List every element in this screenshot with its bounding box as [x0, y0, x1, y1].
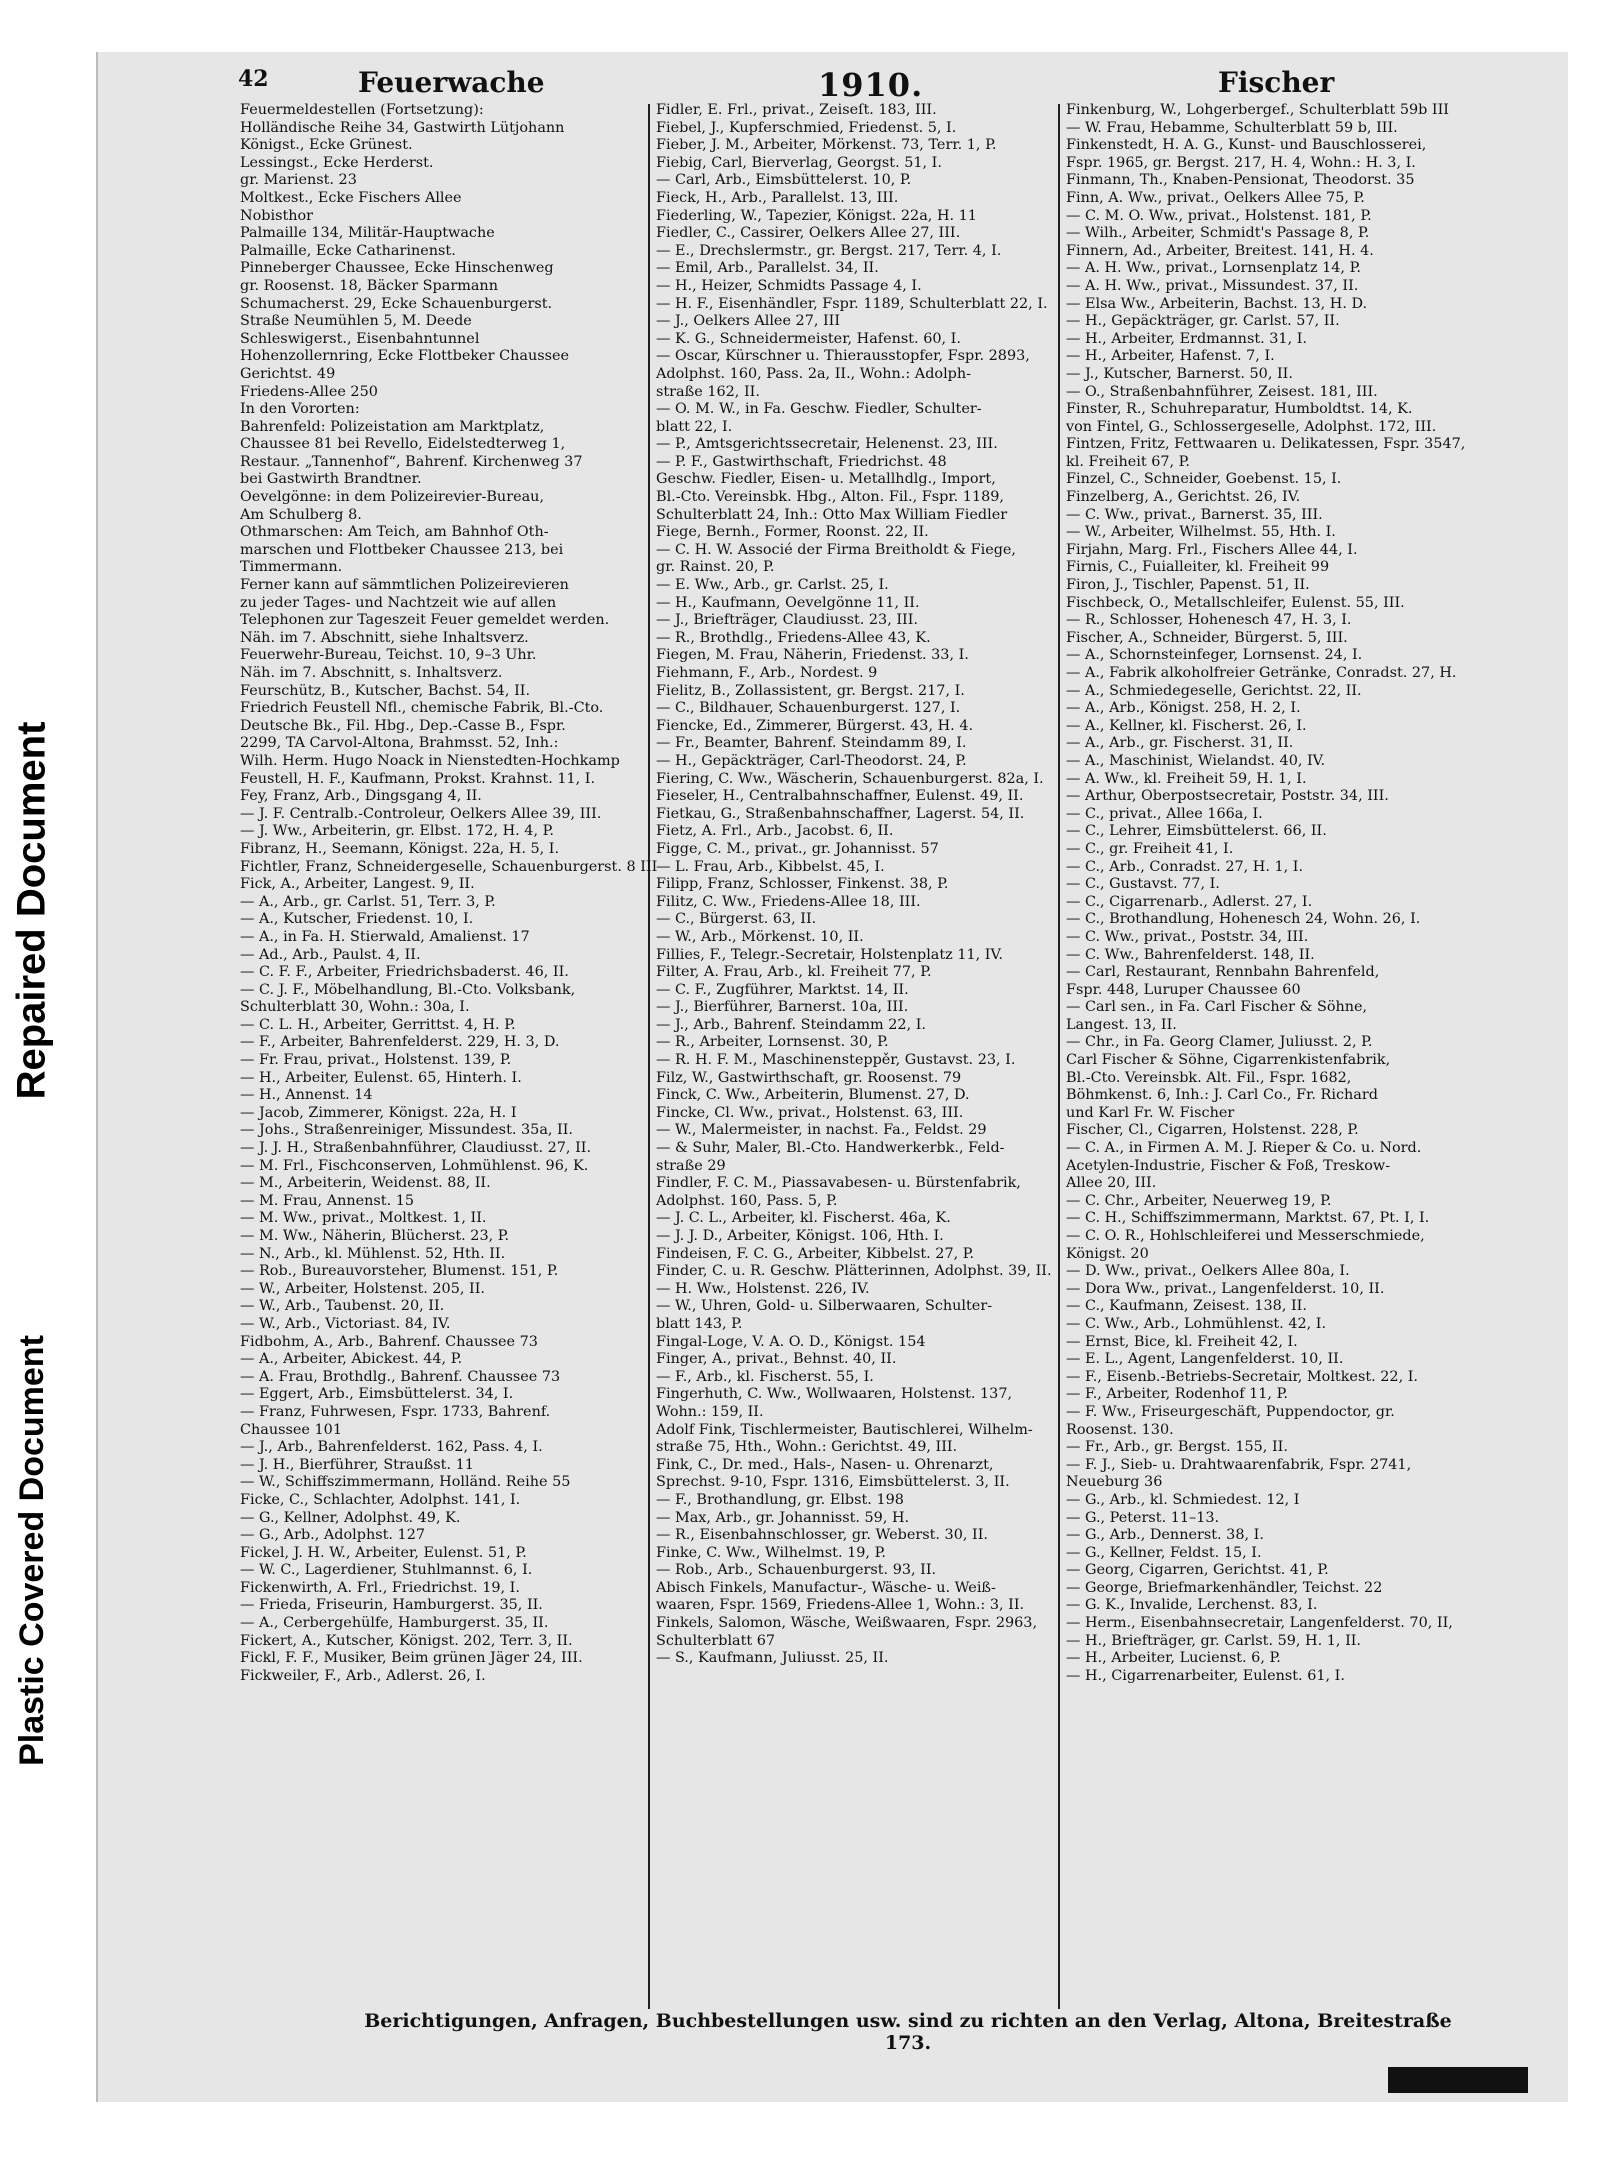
directory-entry: — H., Gepäckträger, Carl-Theodorst. 24, P. [656, 752, 967, 769]
directory-entry: — J. H., Bierführer, Straußst. 11 [240, 1456, 474, 1473]
directory-entry: — H., Arbeiter, Eulenst. 65, Hinterh. I. [240, 1069, 522, 1086]
directory-entry: — C. Ww., privat., Poststr. 34, III. [1066, 928, 1309, 945]
directory-entry: gr. Roosenst. 18, Bäcker Sparmann [240, 277, 498, 294]
directory-entry: Finnern, Ad., Arbeiter, Breitest. 141, H. 4. [1066, 242, 1374, 259]
directory-entry: Schleswigerst., Eisenbahntunnel [240, 330, 480, 347]
directory-entry: Bahrenfeld: Polizeistation am Marktplatz, [240, 418, 545, 435]
directory-entry: Schulterblatt 24, Inh.: Otto Max William Fiedler [656, 506, 1008, 523]
directory-entry: — Fr. Frau, privat., Holstenst. 139, P. [240, 1052, 512, 1069]
directory-entry: Hohenzollernring, Ecke Flottbeker Chaussee [240, 348, 570, 365]
directory-entry: Finger, A., privat., Behnst. 40, II. [656, 1351, 897, 1368]
directory-entry: Telephonen zur Tageszeit Feuer gemeldet werden. [240, 612, 610, 629]
directory-entry: — J. Ww., Arbeiterin, gr. Elbst. 172, H. 4, P. [240, 823, 554, 840]
scan-artifact-bar [1388, 2067, 1528, 2093]
directory-entry: — Carl, Restaurant, Rennbahn Bahrenfeld, [1066, 964, 1380, 981]
directory-entry: — C. H. W. Associé der Firma Breitholdt & Fiege, [656, 541, 1017, 558]
directory-entry: — Max, Arb., gr. Johannisst. 59, H. [656, 1509, 910, 1526]
directory-entry: — C. Chr., Arbeiter, Neuerweg 19, P. [1066, 1192, 1332, 1209]
directory-entry: Palmaille 134, Militär-Hauptwache [240, 225, 495, 242]
directory-entry: — Ernst, Bice, kl. Freiheit 42, I. [1066, 1333, 1298, 1350]
directory-entry: Fidler, E. Frl., privat., Zeiseſt. 183, III. [656, 102, 937, 118]
directory-entry: — W., Uhren, Gold- u. Silberwaaren, Schulter- [656, 1298, 993, 1315]
directory-entry: Finzelberg, A., Gerichtst. 26, IV. [1066, 489, 1301, 506]
directory-entry: — H., Cigarrenarbeiter, Eulenst. 61, I. [1066, 1667, 1345, 1684]
directory-column-1 [240, 102, 660, 1685]
directory-entry: — H., Arbeiter, Erdmannst. 31, I. [1066, 330, 1307, 347]
directory-entry: — G., Kellner, Feldst. 15, I. [1066, 1544, 1262, 1561]
directory-entry: — & Suhr, Maler, Bl.-Cto. Handwerkerbk., Feld- [656, 1140, 1005, 1157]
directory-entry: — H., Heizer, Schmidts Passage 4, I. [656, 277, 922, 294]
directory-entry: — M. Ww., Näherin, Blücherst. 23, P. [240, 1228, 510, 1244]
directory-entry: — M. Frl., Fischconserven, Lohmühlenst. 96, K. [240, 1157, 589, 1174]
directory-page [96, 52, 1568, 2102]
directory-entry: — Johs., Straßenreiniger, Missundest. 35a, II. [240, 1122, 573, 1139]
directory-entry: Friedrich Feustell Nfl., chemische Fabrik, Bl.-Cto. [240, 700, 604, 717]
directory-entry: Firon, J., Tischler, Papenst. 51, II. [1066, 577, 1310, 594]
directory-entry: — E. Ww., Arb., gr. Carlst. 25, I. [656, 577, 889, 594]
directory-entry: Feuerwehr-Bureau, Teichst. 10, 9–3 Uhr. [240, 647, 537, 664]
directory-entry: — H. Ww., Holstenst. 226, IV. [656, 1280, 870, 1297]
directory-entry: Fibranz, H., Seemann, Königst. 22a, H. 5, I. [240, 840, 560, 857]
directory-entry: — W., Arb., Mörkenst. 10, II. [656, 928, 864, 945]
directory-entry: Königst. 20 [1066, 1245, 1149, 1262]
directory-entry: Fspr. 1965, gr. Bergst. 217, H. 4, Wohn.: H. 3, I. [1066, 154, 1416, 171]
directory-entry: — M., Arbeiterin, Weidenst. 88, II. [240, 1175, 491, 1192]
directory-entry: Findeisen, F. C. G., Arbeiter, Kibbelst. 27, P. [656, 1245, 975, 1262]
directory-entry: Findler, F. C. M., Piassavabesen- u. Bürstenfabrik, [656, 1175, 1021, 1192]
directory-entry: — A. H. Ww., privat., Lornsenplatz 14, P. [1066, 260, 1361, 277]
directory-entry: straße 75, Hth., Wohn.: Gerichtst. 49, III. [656, 1439, 958, 1456]
directory-entry: — F., Eisenb.-Betriebs-Secretair, Moltkest. 22, I. [1066, 1368, 1418, 1385]
directory-entry: — C. M. O. Ww., privat., Holstenst. 181, P. [1066, 207, 1372, 224]
directory-entry: Firnis, C., Fuialleiter, kl. Freiheit 99 [1066, 559, 1330, 576]
directory-entry: Lessingst., Ecke Herderst. [240, 154, 434, 171]
directory-entry: — Fr., Arb., gr. Bergst. 155, II. [1066, 1439, 1288, 1456]
directory-entry: Fiebel, J., Kupferschmied, Friedenst. 5, I. [656, 119, 957, 136]
directory-entry: Fischbeck, O., Metallschleifer, Eulenst. 55, III. [1066, 594, 1405, 611]
directory-entry: — A., Maschinist, Wielandst. 40, IV. [1066, 752, 1326, 769]
directory-entry: — H., Arbeiter, Lucienst. 6, P. [1066, 1650, 1281, 1667]
directory-entry: Fielitz, B., Zollassistent, gr. Bergst. 217, I. [656, 682, 965, 699]
directory-entry: Finck, C. Ww., Arbeiterin, Blumenst. 27, D. [656, 1087, 970, 1104]
directory-entry: Finn, A. Ww., privat., Oelkers Allee 75, P. [1066, 189, 1365, 206]
directory-entry: Abisch Finkels, Manufactur-, Wäsche- u. Weiß- [656, 1579, 996, 1596]
directory-entry: — G., Kellner, Adolphst. 49, K. [240, 1509, 461, 1526]
directory-entry: — C. J. F., Möbelhandlung, Bl.-Cto. Volksbank, [240, 981, 576, 998]
directory-entry: — A., Cerbergehülfe, Hamburgerst. 35, II. [240, 1615, 549, 1632]
directory-entry: Fiehmann, F., Arb., Nordest. 9 [656, 665, 878, 681]
directory-entry: — A., Arbeiter, Abickest. 44, P. [240, 1351, 463, 1368]
directory-entry: waaren, Fspr. 1569, Friedens-Allee 1, Wohn.: 3, II. [656, 1597, 1025, 1614]
directory-entry: Böhmkenst. 6, Inh.: J. Carl Co., Fr. Richard [1066, 1087, 1378, 1104]
directory-entry: — R. H. F. M., Maschinensteppěr, Gustavst. 23, I. [656, 1052, 1016, 1069]
directory-entry: — A., Arb., Königst. 258, H. 2, I. [1066, 700, 1301, 717]
directory-entry: Fink, C., Dr. med., Hals-, Nasen- u. Ohrenarzt, [656, 1456, 994, 1473]
directory-entry: Straße Neumühlen 5, M. Deede [240, 313, 472, 330]
directory-entry: Palmaille, Ecke Catharinenst. [240, 242, 456, 259]
directory-entry: — H., Arbeiter, Hafenst. 7, I. [1066, 348, 1275, 365]
directory-entry: Feustell, H. F., Kaufmann, Prokst. Krahnst. 11, I. [240, 770, 596, 787]
directory-entry: — C., Brothandlung, Hohenesch 24, Wohn. 26, I. [1066, 911, 1421, 928]
directory-entry: — Herm., Eisenbahnsecretair, Langenfelderst. 70, II, [1066, 1615, 1453, 1632]
directory-entry: — Jacob, Zimmerer, Königst. 22a, H. I [240, 1104, 517, 1121]
directory-entry: Ficke, C., Schlachter, Adolphst. 141, I. [240, 1491, 521, 1508]
directory-entry: gr. Marienst. 23 [240, 172, 357, 189]
directory-entry: — G., Arb., Adolphst. 127 [240, 1527, 426, 1544]
directory-entry: — P. F., Gastwirthschaft, Friedrichst. 48 [656, 453, 947, 470]
directory-entry: — Frieda, Friseurin, Hamburgerst. 35, II. [240, 1597, 543, 1614]
directory-entry: — J., Bierführer, Barnerst. 10a, III. [656, 999, 909, 1016]
directory-entry: Feuermeldestellen (Fortsetzung): [240, 102, 484, 118]
directory-entry: Fickert, A., Kutscher, Königst. 202, Terr. 3, II. [240, 1632, 573, 1649]
directory-entry: — W., Arbeiter, Wilhelmst. 55, Hth. I. [1066, 524, 1336, 541]
directory-entry: Fiederling, W., Tapezier, Königst. 22a, H. 11 [656, 207, 977, 224]
directory-entry: — Rob., Bureauvorsteher, Blumenst. 151, P. [240, 1263, 559, 1280]
directory-entry: Fieseler, H., Centralbahnschaffner, Eulenst. 49, II. [656, 788, 1024, 805]
directory-entry: Friedens-Allee 250 [240, 383, 378, 400]
directory-entry: Chaussee 101 [240, 1421, 342, 1438]
directory-entry: Fietz, A. Frl., Arb., Jacobst. 6, II. [656, 823, 894, 840]
directory-entry: — R., Arbeiter, Lornsenst. 30, P. [656, 1034, 889, 1051]
directory-entry: — C. F., Zugführer, Marktst. 14, II. [656, 981, 909, 998]
directory-entry: Filitz, C. Ww., Friedens-Allee 18, III. [656, 893, 921, 910]
directory-entry: — H. F., Eisenhändler, Fspr. 1189, Schulterblatt 22, I. [656, 295, 1048, 312]
directory-entry: Nobisthor [240, 207, 314, 224]
directory-entry: — C., privat., Allee 166a, I. [1066, 805, 1263, 822]
directory-entry: Ferner kann auf sämmtlichen Polizeirevieren [240, 577, 569, 594]
directory-entry: — J. C. L., Arbeiter, kl. Fischerst. 46a, K. [656, 1210, 951, 1227]
directory-entry: — W., Malermeister, in nachst. Fa., Feldst. 29 [656, 1122, 987, 1139]
directory-entry: — A., Arb., gr. Fischerst. 31, II. [1066, 735, 1294, 752]
directory-entry: — A. Frau, Brothdlg., Bahrenf. Chaussee 73 [240, 1368, 561, 1385]
directory-entry: — W., Arb., Victoriast. 84, IV. [240, 1315, 451, 1332]
directory-entry: — J., Oelkers Allee 27, III [656, 313, 841, 330]
directory-entry: Fillies, F., Telegr.-Secretair, Holstenplatz 11, IV. [656, 946, 1003, 963]
directory-entry: Fingal-Loge, V. A. O. D., Königst. 154 [656, 1333, 926, 1350]
directory-entry: — J. J. D., Arbeiter, Königst. 106, Hth. I. [656, 1228, 944, 1244]
directory-entry: — Fr., Beamter, Bahrenf. Steindamm 89, I. [656, 735, 967, 752]
plastic-covered-text: Plastic Covered Document [12, 1334, 51, 1766]
directory-entry: Königst., Ecke Grünest. [240, 137, 413, 154]
directory-entry: — Georg, Cigarren, Gerichtst. 41, P. [1066, 1562, 1329, 1579]
directory-entry: Geschw. Fiedler, Eisen- u. Metallhdlg., Import, [656, 471, 996, 488]
directory-entry: — H., Kaufmann, Oevelgönne 11, II. [656, 594, 920, 611]
directory-entry: — J., Arb., Bahrenfelderst. 162, Pass. 4, I. [240, 1439, 543, 1456]
directory-entry: — N., Arb., kl. Mühlenst. 52, Hth. II. [240, 1245, 506, 1262]
directory-entry: Fiegen, M. Frau, Näherin, Friedenst. 33, I. [656, 647, 969, 664]
directory-column-3 [1066, 102, 1486, 1685]
directory-entry: — L. Frau, Arb., Kibbelst. 45, I. [656, 858, 885, 875]
directory-entry: — H., Annenst. 14 [240, 1087, 373, 1104]
repaired-document-text: Repaired Document [9, 721, 54, 1099]
directory-entry: — A., Schornsteinfeger, Lornsenst. 24, I. [1066, 647, 1363, 664]
directory-entry: Chaussee 81 bei Revello, Eidelstedterweg 1, [240, 436, 566, 453]
directory-entry: Fickweiler, F., Arb., Adlerst. 26, I. [240, 1667, 486, 1684]
directory-entry: Langest. 13, II. [1066, 1016, 1177, 1033]
directory-entry: — R., Brothdlg., Friedens-Allee 43, K. [656, 629, 931, 646]
directory-entry: Figge, C. M., privat., gr. Johannisst. 57 [656, 840, 939, 857]
directory-entry: bei Gastwirth Brandtner. [240, 471, 422, 488]
directory-entry: — J., Briefträger, Claudiusst. 23, III. [656, 612, 918, 629]
directory-entry: — K. G., Schneidermeister, Hafenst. 60, I. [656, 330, 961, 347]
directory-entry: Finder, C. u. R. Geschw. Plätterinnen, Adolphst. 39, II. [656, 1263, 1052, 1280]
directory-entry: — Eggert, Arb., Eimsbüttelerst. 34, I. [240, 1386, 514, 1403]
directory-entry: Gerichtst. 49 [240, 365, 336, 382]
directory-entry: — J. F. Centralb.-Controleur, Oelkers Allee 39, III. [240, 805, 602, 822]
directory-entry: Feurschütz, B., Kutscher, Bachst. 54, II. [240, 682, 531, 699]
directory-entry: Filter, A. Frau, Arb., kl. Freiheit 77, P. [656, 964, 932, 981]
directory-entry: Am Schulberg 8. [240, 506, 362, 523]
directory-entry: Wilh. Herm. Hugo Noack in Nienstedten-Hochkamp [240, 752, 620, 769]
directory-entry: Finkels, Salomon, Wäsche, Weißwaaren, Fspr. 2963, [656, 1615, 1038, 1632]
directory-entry: — G., Arb., kl. Schmiedest. 12, I [1066, 1491, 1300, 1508]
plastic-covered-label [0, 1270, 64, 1830]
publisher-footer: Berichtigungen, Anfragen, Buchbestellungen usw. sind zu richten an den Verlag, Altona, Breitestraße 173. [364, 2010, 1452, 2054]
directory-entry: — F., Arbeiter, Rodenhof 11, P. [1066, 1386, 1288, 1403]
directory-entry: — G., Peterst. 11–13. [1066, 1509, 1220, 1526]
directory-entry: Schulterblatt 30, Wohn.: 30a, I. [240, 999, 470, 1016]
directory-entry: Finke, C. Ww., Wilhelmst. 19, P. [656, 1544, 886, 1561]
directory-entry: Acetylen-Industrie, Fischer & Foß, Treskow- [1066, 1157, 1391, 1174]
directory-entry: — P., Amtsgerichtssecretair, Helenenst. 23, III. [656, 436, 998, 453]
directory-entry: Fichtler, Franz, Schneidergeselle, Schauenburgerst. 8 III [240, 858, 658, 875]
directory-entry: — A., Schmiedegeselle, Gerichtst. 22, II. [1066, 682, 1362, 699]
directory-entry: Fingerhuth, C. Ww., Wollwaaren, Holstenst. 137, [656, 1386, 1013, 1403]
directory-entry: — C. Ww., privat., Barnerst. 35, III. [1066, 506, 1323, 523]
directory-entry: — George, Briefmarkenhändler, Teichst. 22 [1066, 1579, 1383, 1596]
directory-entry: Pinneberger Chaussee, Ecke Hinschenweg [240, 260, 554, 277]
directory-entry: Wohn.: 159, II. [656, 1403, 764, 1420]
directory-entry: Deutsche Bk., Fil. Hbg., Dep.-Casse B., Fspr. [240, 717, 566, 734]
directory-entry: Fischer, A., Schneider, Bürgerst. 5, III. [1066, 629, 1348, 646]
directory-entry: — C. O. R., Hohlschleiferei und Messerschmiede, [1066, 1228, 1425, 1244]
directory-entry: — C., Gustavst. 77, I. [1066, 876, 1220, 893]
directory-entry: — S., Kaufmann, Juliusst. 25, II. [656, 1650, 889, 1667]
directory-entry: In den Vororten: [240, 401, 360, 418]
directory-entry: Fiege, Bernh., Former, Roonst. 22, II. [656, 524, 929, 541]
directory-entry: — F. J., Sieb- u. Drahtwaarenfabrik, Fspr. 2741, [1066, 1456, 1412, 1473]
directory-entry: — C. Ww., Bahrenfelderst. 148, II. [1066, 946, 1315, 963]
year-heading: 1910. [818, 66, 924, 104]
directory-entry: — C. H., Schiffszimmermann, Marktst. 67, Pt. I, I. [1066, 1210, 1430, 1227]
right-running-head: Fischer [1218, 66, 1335, 99]
directory-entry: — H., Briefträger, gr. Carlst. 59, H. 1, II. [1066, 1632, 1362, 1649]
directory-entry: Bl.-Cto. Vereinsbk. Alt. Fil., Fspr. 1682, [1066, 1069, 1352, 1086]
directory-entry: Fischer, Cl., Cigarren, Holstenst. 228, P. [1066, 1122, 1359, 1139]
directory-entry: Neueburg 36 [1066, 1474, 1163, 1491]
directory-entry: Fick, A., Arbeiter, Langest. 9, II. [240, 876, 475, 893]
directory-entry: Moltkest., Ecke Fischers Allee [240, 189, 462, 206]
directory-entry: — A., Fabrik alkoholfreier Getränke, Conradst. 27, H. [1066, 665, 1457, 681]
directory-entry: — O., Straßenbahnführer, Zeisest. 181, III. [1066, 383, 1378, 400]
directory-entry: Oevelgönne: in dem Polizeirevier-Bureau, [240, 489, 545, 506]
directory-entry: — Arthur, Oberpostsecretair, Poststr. 34, III. [1066, 788, 1389, 805]
directory-entry: — Oscar, Kürschner u. Thierausstopfer, Fspr. 2893, [656, 348, 1030, 365]
directory-entry: — D. Ww., privat., Oelkers Allee 80a, I. [1066, 1263, 1350, 1280]
directory-entry: Fieber, J. M., Arbeiter, Mörkenst. 73, Terr. 1, P. [656, 137, 997, 154]
directory-entry: Holländische Reihe 34, Gastwirth Lütjohann [240, 119, 565, 136]
directory-entry: Fey, Franz, Arb., Dingsgang 4, II. [240, 788, 482, 805]
directory-entry: — Wilh., Arbeiter, Schmidt's Passage 8, P. [1066, 225, 1370, 242]
directory-entry: gr. Rainst. 20, P. [656, 559, 775, 576]
directory-entry: — Elsa Ww., Arbeiterin, Bachst. 13, H. D. [1066, 295, 1368, 312]
directory-entry: — J. J. H., Straßenbahnführer, Claudiusst. 27, II. [240, 1140, 592, 1157]
directory-entry: Schumacherst. 29, Ecke Schauenburgerst. [240, 295, 553, 312]
directory-entry: Adolf Fink, Tischlermeister, Bautischlerei, Wilhelm- [656, 1421, 1033, 1438]
directory-entry: — M. Ww., privat., Moltkest. 1, II. [240, 1210, 487, 1227]
directory-entry: Fincke, Cl. Ww., privat., Holstenst. 63, III. [656, 1104, 964, 1121]
directory-entry: — Dora Ww., privat., Langenfelderst. 10, II. [1066, 1280, 1385, 1297]
directory-entry: Fiebig, Carl, Bierverlag, Georgst. 51, I. [656, 154, 942, 171]
directory-entry: marschen und Flottbeker Chaussee 213, bei [240, 541, 564, 558]
directory-entry: — E., Drechslermstr., gr. Bergst. 217, Terr. 4, I. [656, 242, 1002, 259]
directory-entry: — W., Arbeiter, Holstenst. 205, II. [240, 1280, 485, 1297]
directory-entry: — F., Arb., kl. Fischerst. 55, I. [656, 1368, 874, 1385]
directory-entry: Filz, W., Gastwirthschaft, gr. Roosenst. 79 [656, 1069, 962, 1086]
directory-entry: — F., Arbeiter, Bahrenfelderst. 229, H. 3, D. [240, 1034, 560, 1051]
directory-entry: Finkenstedt, H. A. G., Kunst- und Bauschlosserei, [1066, 137, 1427, 154]
directory-entry: — W. C., Lagerdiener, Stuhlmannst. 6, I. [240, 1562, 533, 1579]
directory-entry: Firjahn, Marg. Frl., Fischers Allee 44, I. [1066, 541, 1358, 558]
directory-entry: — G. K., Invalide, Lerchenst. 83, I. [1066, 1597, 1318, 1614]
directory-entry: — C., Bildhauer, Schauenburgerst. 127, I. [656, 700, 961, 717]
directory-entry: — C., Kaufmann, Zeisest. 138, II. [1066, 1298, 1307, 1315]
directory-entry: Timmermann. [240, 559, 343, 576]
directory-entry: — O. M. W., in Fa. Geschw. Fiedler, Schulter- [656, 401, 982, 418]
repaired-document-label [0, 640, 64, 1180]
directory-entry: Fiering, C. Ww., Wäscherin, Schauenburgerst. 82a, I. [656, 770, 1044, 787]
directory-entry: Fickenwirth, A. Frl., Friedrichst. 19, I. [240, 1579, 520, 1596]
directory-entry: Schulterblatt 67 [656, 1632, 776, 1649]
directory-entry: — R., Schlosser, Hohenesch 47, H. 3, I. [1066, 612, 1352, 629]
directory-entry: blatt 22, I. [656, 418, 733, 435]
directory-entry: — R., Eisenbahnschlosser, gr. Weberst. 30, II. [656, 1527, 988, 1544]
directory-entry: — F., Brothandlung, gr. Elbst. 198 [656, 1491, 904, 1508]
directory-entry: Finkenburg, W., Lohgerbergef., Schulterblatt 59b III [1066, 102, 1449, 118]
directory-entry: Näh. im 7. Abschnitt, s. Inhaltsverz. [240, 665, 503, 681]
left-running-head: Feuerwache [358, 66, 545, 99]
directory-entry: blatt 143, P. [656, 1315, 743, 1332]
directory-entry: — C., Arb., Conradst. 27, H. 1, I. [1066, 858, 1304, 875]
directory-entry: Othmarschen: Am Teich, am Bahnhof Oth- [240, 524, 549, 541]
directory-entry: kl. Freiheit 67, P. [1066, 453, 1190, 470]
directory-entry: — H., Gepäckträger, gr. Carlst. 57, II. [1066, 313, 1340, 330]
directory-entry: — A. H. Ww., privat., Missundest. 37, II. [1066, 277, 1359, 294]
directory-entry: Finzel, C., Schneider, Goebenst. 15, I. [1066, 471, 1342, 488]
page-number: 42 [238, 66, 269, 92]
directory-entry: — W. Frau, Hebamme, Schulterblatt 59 b, III. [1066, 119, 1398, 136]
directory-entry: — C., Bürgerst. 63, II. [656, 911, 817, 928]
directory-entry: — W., Arb., Taubenst. 20, II. [240, 1298, 445, 1315]
directory-entry: — A., in Fa. H. Stierwald, Amalienst. 17 [240, 928, 530, 945]
directory-entry: — F. Ww., Friseurgeschäft, Puppendoctor, gr. [1066, 1403, 1395, 1420]
directory-entry: — C., Cigarrenarb., Adlerst. 27, I. [1066, 893, 1313, 910]
directory-entry: — C. L. H., Arbeiter, Gerrittst. 4, H. P. [240, 1016, 516, 1033]
directory-entry: von Fintel, G., Schlossergeselle, Adolphst. 172, III. [1066, 418, 1437, 435]
directory-entry: Adolphst. 160, Pass. 5, P. [656, 1192, 838, 1209]
directory-entry: Näh. im 7. Abschnitt, siehe Inhaltsverz. [240, 629, 529, 646]
directory-entry: Fspr. 448, Luruper Chaussee 60 [1066, 981, 1301, 998]
directory-entry: Fieck, H., Arb., Parallelst. 13, III. [656, 189, 899, 206]
directory-entry: Fiencke, Ed., Zimmerer, Bürgerst. 43, H. 4. [656, 717, 974, 734]
page-header [98, 60, 1568, 104]
directory-entry: — Franz, Fuhrwesen, Fspr. 1733, Bahrenf. [240, 1403, 551, 1420]
directory-entry: Fintzen, Fritz, Fettwaaren u. Delikatessen, Fspr. 3547, [1066, 436, 1466, 453]
directory-entry: — A., Kellner, kl. Fischerst. 26, I. [1066, 717, 1307, 734]
directory-entry: — J., Kutscher, Barnerst. 50, II. [1066, 365, 1293, 382]
directory-column-2 [656, 102, 1076, 1668]
directory-entry: Carl Fischer & Söhne, Cigarrenkistenfabrik, [1066, 1052, 1391, 1069]
directory-entry: — C. Ww., Arb., Lohmühlenst. 42, I. [1066, 1315, 1327, 1332]
directory-entry: — C. A., in Firmen A. M. J. Rieper & Co. u. Nord. [1066, 1140, 1422, 1157]
directory-entry: 2299, TA Carvol-Altona, Brahmsst. 52, Inh.: [240, 735, 559, 752]
directory-entry: — M. Frau, Annenst. 15 [240, 1192, 415, 1209]
directory-entry: straße 29 [656, 1157, 726, 1174]
directory-entry: — A. Ww., kl. Freiheit 59, H. 1, I. [1066, 770, 1307, 787]
directory-entry: Finster, R., Schuhreparatur, Humboldtst. 14, K. [1066, 401, 1413, 418]
directory-entry: — G., Arb., Dennerst. 38, I. [1066, 1527, 1264, 1544]
directory-entry: — C., Lehrer, Eimsbüttelerst. 66, II. [1066, 823, 1327, 840]
directory-entry: — A., Arb., gr. Carlst. 51, Terr. 3, P. [240, 893, 496, 910]
directory-entry: Fickel, J. H. W., Arbeiter, Eulenst. 51, P. [240, 1544, 527, 1561]
directory-entry: — Emil, Arb., Parallelst. 34, II. [656, 260, 879, 277]
directory-entry: — Carl sen., in Fa. Carl Fischer & Söhne, [1066, 999, 1368, 1016]
directory-entry: straße 162, II. [656, 383, 760, 400]
directory-entry: Roosenst. 130. [1066, 1421, 1174, 1438]
directory-entry: Restaur. „Tannenhof“, Bahrenf. Kirchenweg 37 [240, 453, 583, 470]
directory-entry: — Rob., Arb., Schauenburgerst. 93, II. [656, 1562, 937, 1579]
directory-entry: Filipp, Franz, Schlosser, Finkenst. 38, P. [656, 876, 949, 893]
directory-entry: Fidbohm, A., Arb., Bahrenf. Chaussee 73 [240, 1333, 538, 1350]
directory-entry: — J., Arb., Bahrenf. Steindamm 22, I. [656, 1016, 926, 1033]
directory-entry: Finmann, Th., Knaben-Pensionat, Theodorst. 35 [1066, 172, 1415, 189]
directory-entry: Fickl, F. F., Musiker, Beim grünen Jäger 24, III. [240, 1650, 583, 1667]
directory-entry: — E. L., Agent, Langenfelderst. 10, II. [1066, 1351, 1344, 1368]
directory-entry: und Karl Fr. W. Fischer [1066, 1104, 1235, 1121]
directory-entry: Fietkau, G., Straßenbahnschaffner, Lagerst. 54, II. [656, 805, 1025, 822]
directory-entry: — Carl, Arb., Eimsbüttelerst. 10, P. [656, 172, 912, 189]
directory-entry: Allee 20, III. [1066, 1175, 1157, 1192]
directory-entry: Bl.-Cto. Vereinsbk. Hbg., Alton. Fil., Fspr. 1189, [656, 489, 1004, 506]
directory-entry: zu jeder Tages- und Nachtzeit wie auf allen [240, 594, 557, 611]
directory-entry: Adolphst. 160, Pass. 2a, II., Wohn.: Adolph- [656, 365, 972, 382]
directory-entry: — W., Schiffszimmermann, Holländ. Reihe 55 [240, 1474, 571, 1491]
directory-entry: Fiedler, C., Cassirer, Oelkers Allee 27, III. [656, 225, 961, 242]
directory-entry: — Chr., in Fa. Georg Clamer, Juliusst. 2, P. [1066, 1034, 1373, 1051]
directory-entry: Sprechst. 9-10, Fspr. 1316, Eimsbüttelerst. 3, II. [656, 1474, 1010, 1491]
directory-entry: — C. F. F., Arbeiter, Friedrichsbaderst. 46, II. [240, 964, 569, 981]
directory-entry: — Ad., Arb., Paulst. 4, II. [240, 946, 421, 963]
directory-entry: — A., Kutscher, Friedenst. 10, I. [240, 911, 474, 928]
directory-entry: — C., gr. Freiheit 41, I. [1066, 840, 1234, 857]
